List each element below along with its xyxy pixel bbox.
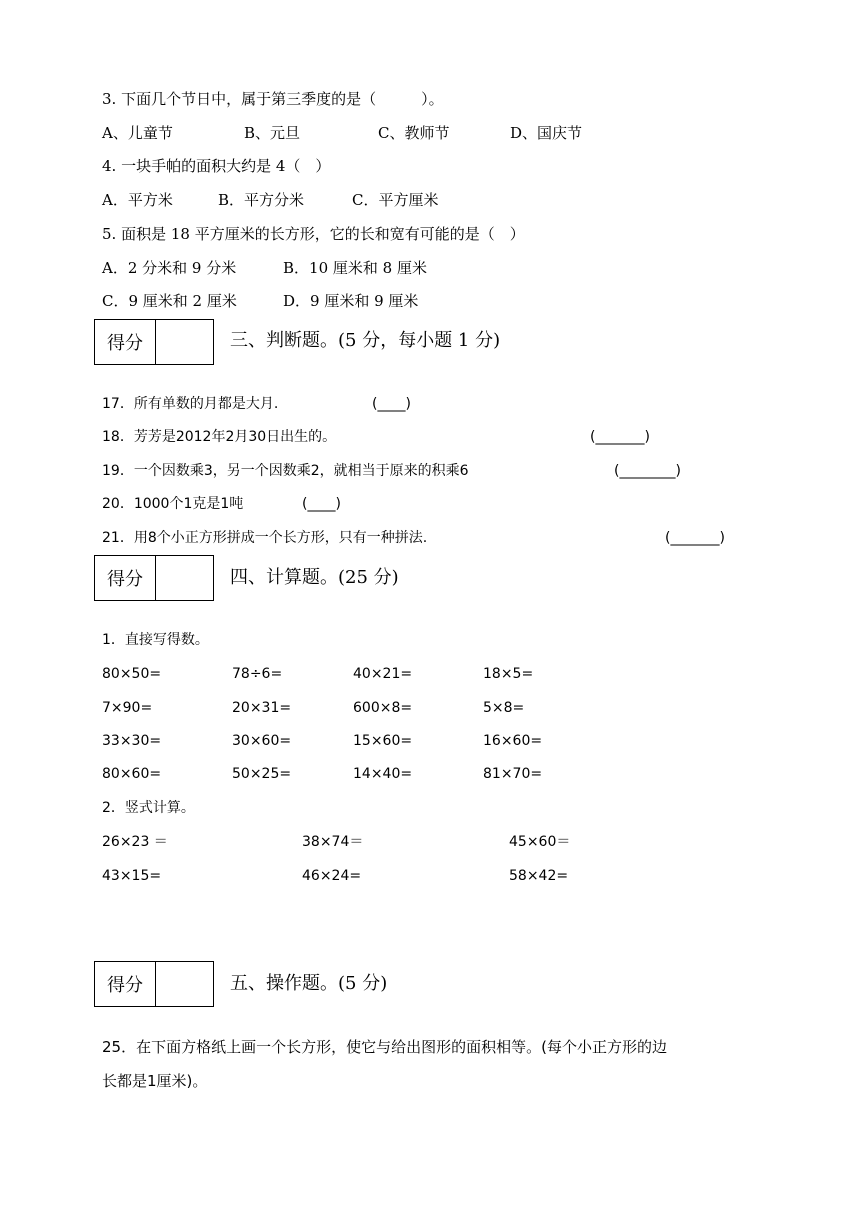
question-5-stem: 5. 面积是 18 平方厘米的长方形，它的长和宽有可能的是（ ） [102,225,525,243]
question-25-line-2: 长都是1厘米)。 [102,1072,208,1090]
score-label: 得分 [95,556,156,600]
calc-item: 80×60= [102,766,162,782]
vertical-calc-item: 38×74＝ [302,834,364,850]
score-box-section-5 [94,961,214,1007]
vertical-calc-item: 58×42= [509,868,569,884]
q3-option-b: B、元旦 [244,124,301,142]
section-4-title: 四、计算题。(25 分) [230,567,399,588]
q5-option-c: C．9 厘米和 2 厘米 [102,292,237,310]
q3-option-c: C、教师节 [378,124,450,142]
vertical-calc-item: 45×60＝ [509,834,571,850]
calc-item: 40×21= [353,666,413,682]
q4-option-b: B．平方分米 [218,191,305,209]
calc-item: 7×90= [102,700,153,716]
vertical-calc-item: 43×15= [102,868,162,884]
vertical-calc-item: 26×23 ＝ [102,834,168,850]
calc-item: 30×60= [232,733,292,749]
calc-item: 78÷6= [232,666,283,682]
calc-part1-title: 1．直接写得数。 [102,632,209,648]
question-25-line-1: 25．在下面方格纸上画一个长方形，使它与给出图形的面积相等。(每个小正方形的边 [102,1038,667,1056]
calc-item: 14×40= [353,766,413,782]
question-3-stem: 3. 下面几个节日中，属于第三季度的是（ ）。 [102,90,444,108]
q5-option-a: A．2 分米和 9 分米 [102,259,237,277]
score-label: 得分 [95,320,156,364]
calc-item: 16×60= [483,733,543,749]
judge-item-21: 21．用8个小正方形拼成一个长方形，只有一种拼法. [102,530,428,546]
judge-blank-18[interactable]: (_______) [590,429,650,445]
judge-item-18: 18．芳芳是2012年2月30日出生的。 [102,429,337,445]
q5-option-d: D．9 厘米和 9 厘米 [283,292,419,310]
calc-item: 18×5= [483,666,534,682]
score-label: 得分 [95,962,156,1006]
score-box-section-4 [94,555,214,601]
judge-item-20: 20．1000个1克是1吨 [102,496,244,512]
vertical-calc-item: 46×24= [302,868,362,884]
score-blank[interactable] [156,556,213,600]
calc-item: 33×30= [102,733,162,749]
q4-option-a: A．平方米 [102,191,173,209]
q4-option-c: C．平方厘米 [352,191,439,209]
score-blank[interactable] [156,320,213,364]
judge-blank-21[interactable]: (_______) [665,530,725,546]
calc-item: 81×70= [483,766,543,782]
question-4-stem: 4. 一块手帕的面积大约是 4（ ） [102,157,331,175]
calc-item: 600×8= [353,700,413,716]
judge-blank-19[interactable]: (________) [614,463,681,479]
judge-item-17: 17．所有单数的月都是大月. [102,396,279,412]
score-box-section-3 [94,319,214,365]
section-5-title: 五、操作题。(5 分) [230,973,388,994]
judge-blank-20[interactable]: (____) [302,496,341,512]
judge-blank-17[interactable]: (____) [372,396,411,412]
calc-item: 80×50= [102,666,162,682]
q3-option-a: A、儿童节 [102,124,173,142]
score-blank[interactable] [156,962,213,1006]
calc-item: 5×8= [483,700,525,716]
judge-item-19: 19．一个因数乘3，另一个因数乘2，就相当于原来的积乘6 [102,463,469,479]
q3-option-d: D、国庆节 [510,124,583,142]
calc-item: 15×60= [353,733,413,749]
calc-item: 50×25= [232,766,292,782]
calc-part2-title: 2．竖式计算。 [102,800,195,816]
calc-item: 20×31= [232,700,292,716]
section-3-title: 三、判断题。(5 分，每小题 1 分) [230,330,501,351]
q5-option-b: B．10 厘米和 8 厘米 [283,259,427,277]
